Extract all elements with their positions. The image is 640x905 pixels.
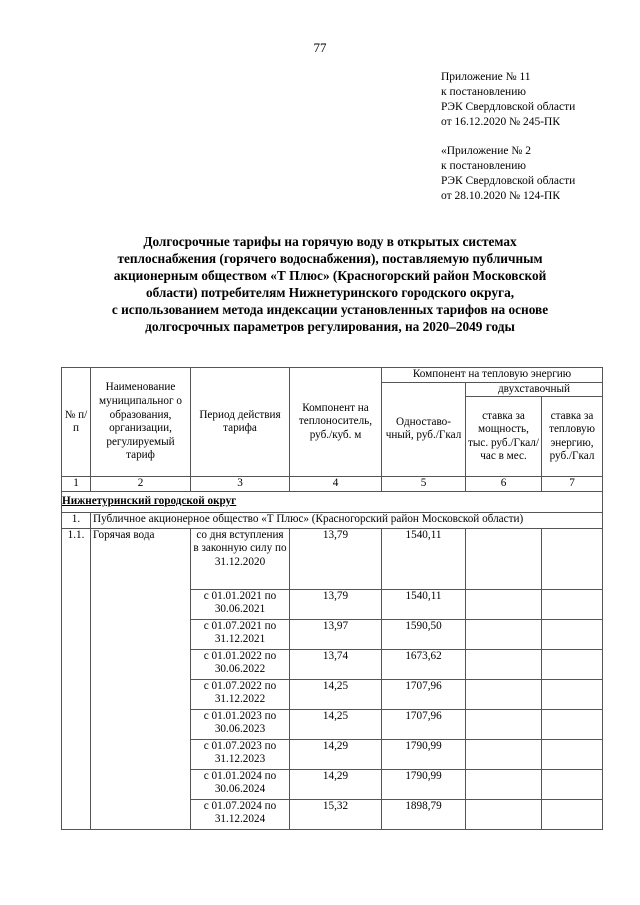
header-single: Одноставо-чный, руб./Гкал [382, 382, 466, 477]
title-line: Долгосрочные тарифы на горячую воду в открытых системах [143, 234, 517, 249]
title-line: акционерным обществом «Т Плюс» (Красногорский район Московской [113, 268, 547, 283]
single-rate-cell: 1898,79 [382, 799, 466, 829]
power-rate-cell [466, 799, 542, 829]
appendix-line: к постановлению [441, 160, 526, 172]
col-number: 6 [466, 477, 542, 492]
period-cell: с 01.07.2023 по 31.12.2023 [191, 739, 290, 769]
org-num: 1. [62, 512, 91, 528]
appendix-line: к постановлению [441, 86, 526, 98]
single-rate-cell: 1540,11 [382, 589, 466, 619]
energy-rate-cell [542, 739, 603, 769]
header-power: ставка за мощность, тыс. руб./Гкал/ час в мес. [466, 397, 542, 477]
title-line: с использованием метода индексации установленных тарифов на основе [111, 302, 549, 317]
carrier-cell: 15,32 [290, 799, 382, 829]
header-name: Наименование муниципальног о образования, организации, регулируемый тариф [91, 368, 191, 477]
col-number: 5 [382, 477, 466, 492]
header-num: № п/п [62, 368, 91, 477]
period-cell: с 01.01.2024 по 30.06.2024 [191, 769, 290, 799]
power-rate-cell [466, 528, 542, 589]
item-name: Горячая вода [91, 528, 191, 829]
power-rate-cell [466, 769, 542, 799]
energy-rate-cell [542, 589, 603, 619]
period-cell: с 01.07.2024 по 31.12.2024 [191, 799, 290, 829]
single-rate-cell: 1707,96 [382, 709, 466, 739]
period-cell: с 01.01.2023 по 30.06.2023 [191, 709, 290, 739]
appendix-line: «Приложение № 2 [441, 145, 531, 157]
appendix-line: от 16.12.2020 № 245-ПК [441, 116, 561, 128]
single-rate-cell: 1707,96 [382, 679, 466, 709]
col-number: 2 [91, 477, 191, 492]
energy-rate-cell [542, 709, 603, 739]
power-rate-cell [466, 649, 542, 679]
carrier-cell: 14,25 [290, 709, 382, 739]
power-rate-cell [466, 709, 542, 739]
column-numbers-row [62, 477, 603, 492]
single-rate-cell: 1590,50 [382, 619, 466, 649]
tariff-table [61, 367, 603, 830]
power-rate-cell [466, 679, 542, 709]
header-rate: ставка за тепловую энергию, руб./Гкал [542, 397, 603, 477]
col-number: 1 [62, 477, 91, 492]
title-line: долгосрочных параметров регулирования, на 2020–2049 годы [145, 319, 515, 334]
period-cell: с 01.07.2021 по 31.12.2021 [191, 619, 290, 649]
period-cell: с 01.01.2021 по 30.06.2021 [191, 589, 290, 619]
header-energy: Компонент на тепловую энергию [382, 368, 603, 383]
appendix-line: РЭК Свердловской области [441, 175, 576, 187]
header-carrier: Компонент на теплоноситель, руб./куб. м [290, 368, 382, 477]
single-rate-cell: 1540,11 [382, 528, 466, 589]
single-rate-cell: 1790,99 [382, 739, 466, 769]
power-rate-cell [466, 589, 542, 619]
energy-rate-cell [542, 649, 603, 679]
carrier-cell: 13,74 [290, 649, 382, 679]
document-title [60, 233, 600, 335]
power-rate-cell [466, 739, 542, 769]
header-two: двухставочный [466, 382, 603, 397]
energy-rate-cell [542, 619, 603, 649]
energy-rate-cell [542, 769, 603, 799]
appendix-current [441, 70, 575, 130]
single-rate-cell: 1790,99 [382, 769, 466, 799]
energy-rate-cell [542, 528, 603, 589]
carrier-cell: 13,79 [290, 589, 382, 619]
item-num: 1.1. [62, 528, 91, 829]
district-heading: Нижнетуринский городской округ [62, 494, 237, 507]
page-number: 77 [313, 40, 327, 55]
appendix-line: от 28.10.2020 № 124-ПК [441, 190, 561, 202]
tariff-row [62, 528, 603, 589]
carrier-cell: 14,29 [290, 739, 382, 769]
carrier-cell: 13,97 [290, 619, 382, 649]
energy-rate-cell [542, 679, 603, 709]
appendix-line: РЭК Свердловской области [441, 101, 576, 113]
title-line: теплоснабжения (горячего водоснабжения), поставляемую публичным [117, 251, 543, 266]
period-cell: со дня вступления в законную силу по 31.12.2020 [191, 528, 290, 589]
title-line: области) потребителям Нижнетуринского городского округа, [145, 285, 515, 300]
energy-rate-cell [542, 799, 603, 829]
single-rate-cell: 1673,62 [382, 649, 466, 679]
period-cell: с 01.01.2022 по 30.06.2022 [191, 649, 290, 679]
appendix-line: Приложение № 11 [441, 71, 531, 83]
header-period: Период действия тарифа [191, 368, 290, 477]
col-number: 7 [542, 477, 603, 492]
period-cell: с 01.07.2022 по 31.12.2022 [191, 679, 290, 709]
col-number: 4 [290, 477, 382, 492]
carrier-cell: 13,79 [290, 528, 382, 589]
power-rate-cell [466, 619, 542, 649]
appendix-original [441, 144, 575, 204]
org-name: Публичное акционерное общество «Т Плюс» (Красногорский район Московской области) [91, 512, 603, 528]
carrier-cell: 14,25 [290, 679, 382, 709]
carrier-cell: 14,29 [290, 769, 382, 799]
col-number: 3 [191, 477, 290, 492]
